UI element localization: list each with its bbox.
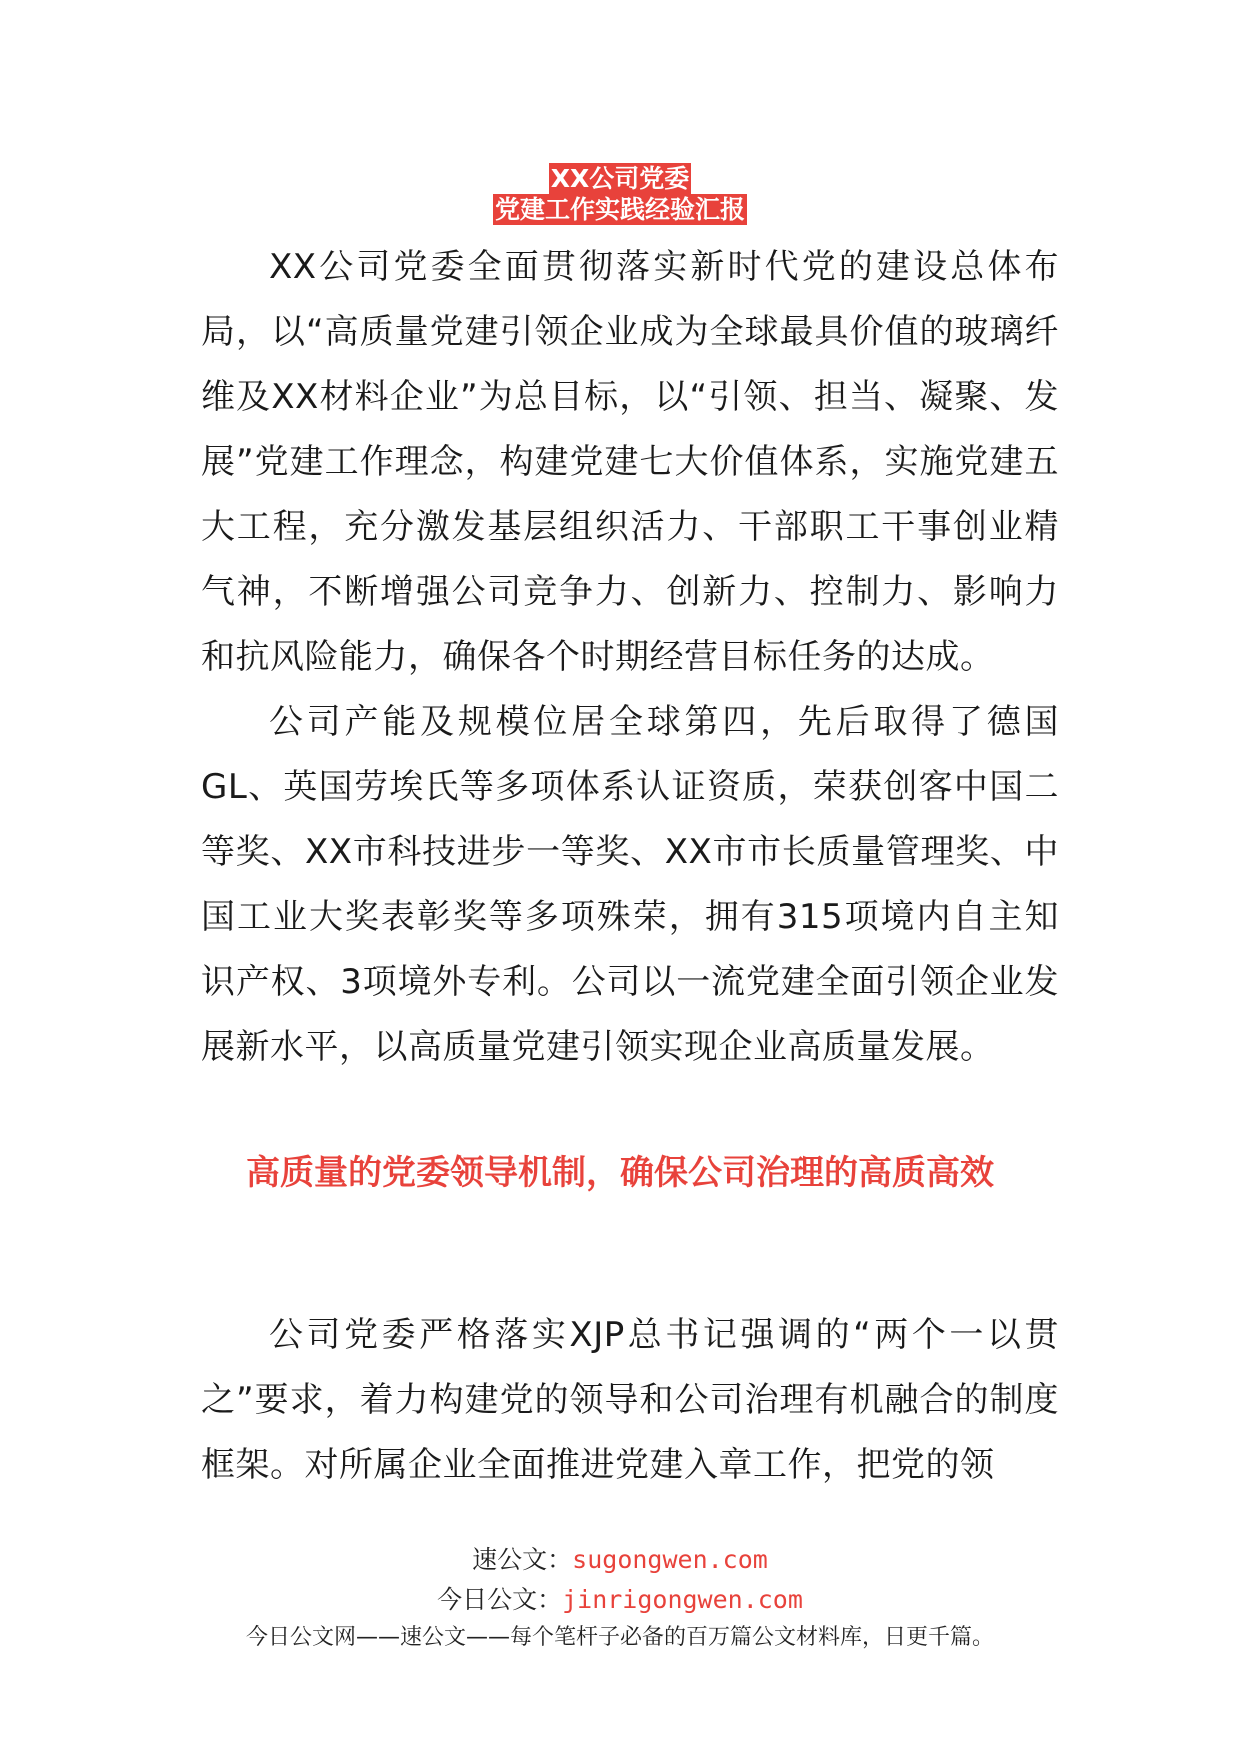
footer-site-2-label: 今日公文： bbox=[437, 1585, 563, 1614]
footer bbox=[0, 1540, 1240, 1656]
title-line-1: XX公司党委 bbox=[550, 164, 690, 193]
footer-slogan: 今日公文网——速公文——每个笔杆子必备的百万篇公文材料库，日更千篇。 bbox=[245, 1625, 994, 1650]
paragraph: XX公司党委全面贯彻落实新时代党的建设总体布局，以“高质量党建引领企业成为全球最具价值的玻璃纤维及XX材料企业”为总目标，以“引领、担当、凝聚、发展”党建工作理念，构建党建七大价值体系，实施党建五大工程，充分激发基层组织活力、干部职工干事创业精气神，不断增强公司竞争力、创新力、控制力、影响力和抗风险能力，确保各个时期经营目标任务的达成。 bbox=[201, 247, 1059, 677]
document-title bbox=[0, 163, 1240, 225]
body-section-2 bbox=[201, 1303, 1059, 1498]
footer-site-2-link[interactable]: jinrigongwen.com bbox=[562, 1585, 803, 1614]
section-heading: 高质量的党委领导机制，确保公司治理的高质高效 bbox=[246, 1153, 994, 1193]
footer-site-1-label: 速公文： bbox=[472, 1545, 573, 1574]
title-line-2: 党建工作实践经验汇报 bbox=[494, 195, 745, 224]
footer-site-1 bbox=[0, 1540, 1240, 1580]
paragraph: 公司党委严格落实XJP总书记强调的“两个一以贯之”要求，着力构建党的领导和公司治理有机融合的制度框架。对所属企业全面推进党建入章工作，把党的领 bbox=[201, 1315, 1059, 1485]
footer-site-2 bbox=[0, 1580, 1240, 1620]
footer-site-1-link[interactable]: sugongwen.com bbox=[572, 1545, 768, 1574]
body-section-1 bbox=[201, 235, 1059, 1080]
paragraph: 公司产能及规模位居全球第四，先后取得了德国GL、英国劳埃氏等多项体系认证资质，荣获创客中国二等奖、XX市科技进步一等奖、XX市市长质量管理奖、中国工业大奖表彰奖等多项殊荣，拥有315项境内自主知识产权、3项境外专利。公司以一流党建全面引领企业发展新水平，以高质量党建引领实现企业高质量发展。 bbox=[201, 702, 1059, 1067]
